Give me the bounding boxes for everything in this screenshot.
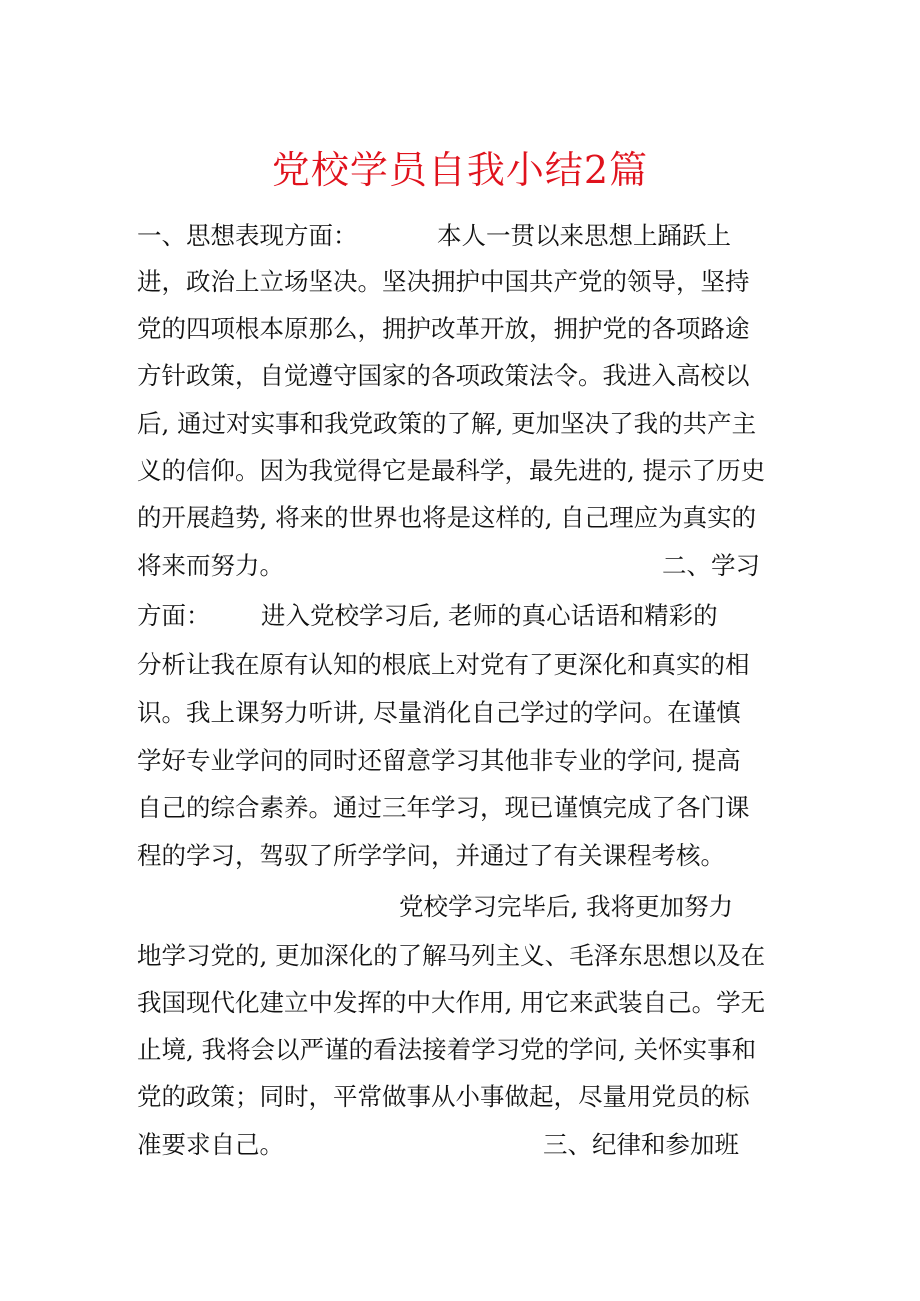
text-line: 党校学习完毕后, 我将更加努力 xyxy=(399,892,734,921)
text-line: 党的政策；同时，平常做事从小事做起，尽量用党员的标 xyxy=(137,1082,750,1111)
text-line: 进入党校学习后, 老师的真心话语和精彩的 xyxy=(261,601,718,630)
document-title: 党校学员自我小结2篇 xyxy=(271,148,649,192)
section-heading: 方面： xyxy=(137,601,211,630)
text-line: 学好专业学问的同时还留意学习其他非专业的学问, 提高 xyxy=(137,746,741,775)
text-line: 地学习党的, 更加深化的了解马列主义、毛泽东思想以及在 xyxy=(137,941,766,970)
text-line: 后, 通过对实事和我党政策的了解, 更加坚决了我的共产主 xyxy=(137,409,757,438)
text-line: 进，政治上立场坚决。坚决拥护中国共产党的领导，坚持 xyxy=(137,267,750,296)
section-heading: 二、学习 xyxy=(662,551,760,580)
section-heading: 三、纪律和参加班 xyxy=(543,1130,739,1159)
text-line: 的开展趋势, 将来的世界也将是这样的, 自己理应为真实的 xyxy=(137,503,757,532)
text-line: 准要求自己。 xyxy=(137,1130,284,1159)
text-line: 识。我上课努力听讲, 尽量消化自己学过的学问。在谨慎 xyxy=(137,698,741,727)
text-line: 义的信仰。因为我觉得它是最科学，最先进的, 提示了历史 xyxy=(137,456,766,485)
text-line: 本人一贯以来思想上踊跃上 xyxy=(437,221,731,250)
text-line: 分析让我在原有认知的根底上对党有了更深化和真实的相 xyxy=(137,650,750,679)
text-line: 止境, 我将会以严谨的看法接着学习党的学问, 关怀实事和 xyxy=(137,1035,757,1064)
text-line: 程的学习，驾驭了所学学问，并通过了有关课程考核。 xyxy=(137,841,725,870)
text-line: 将来而努力。 xyxy=(137,551,284,580)
text-line: 方针政策，自觉遵守国家的各项政策法令。我进入高校以 xyxy=(137,361,750,390)
text-line: 自己的综合素养。通过三年学习，现已谨慎完成了各门课 xyxy=(137,793,750,822)
text-line: 党的四项根本原那么，拥护改革开放，拥护党的各项路途 xyxy=(137,314,750,343)
text-line: 我国现代化建立中发挥的中大作用, 用它来武装自己。学无 xyxy=(137,988,766,1017)
text-line: 一、思想表现方面： xyxy=(137,221,358,250)
